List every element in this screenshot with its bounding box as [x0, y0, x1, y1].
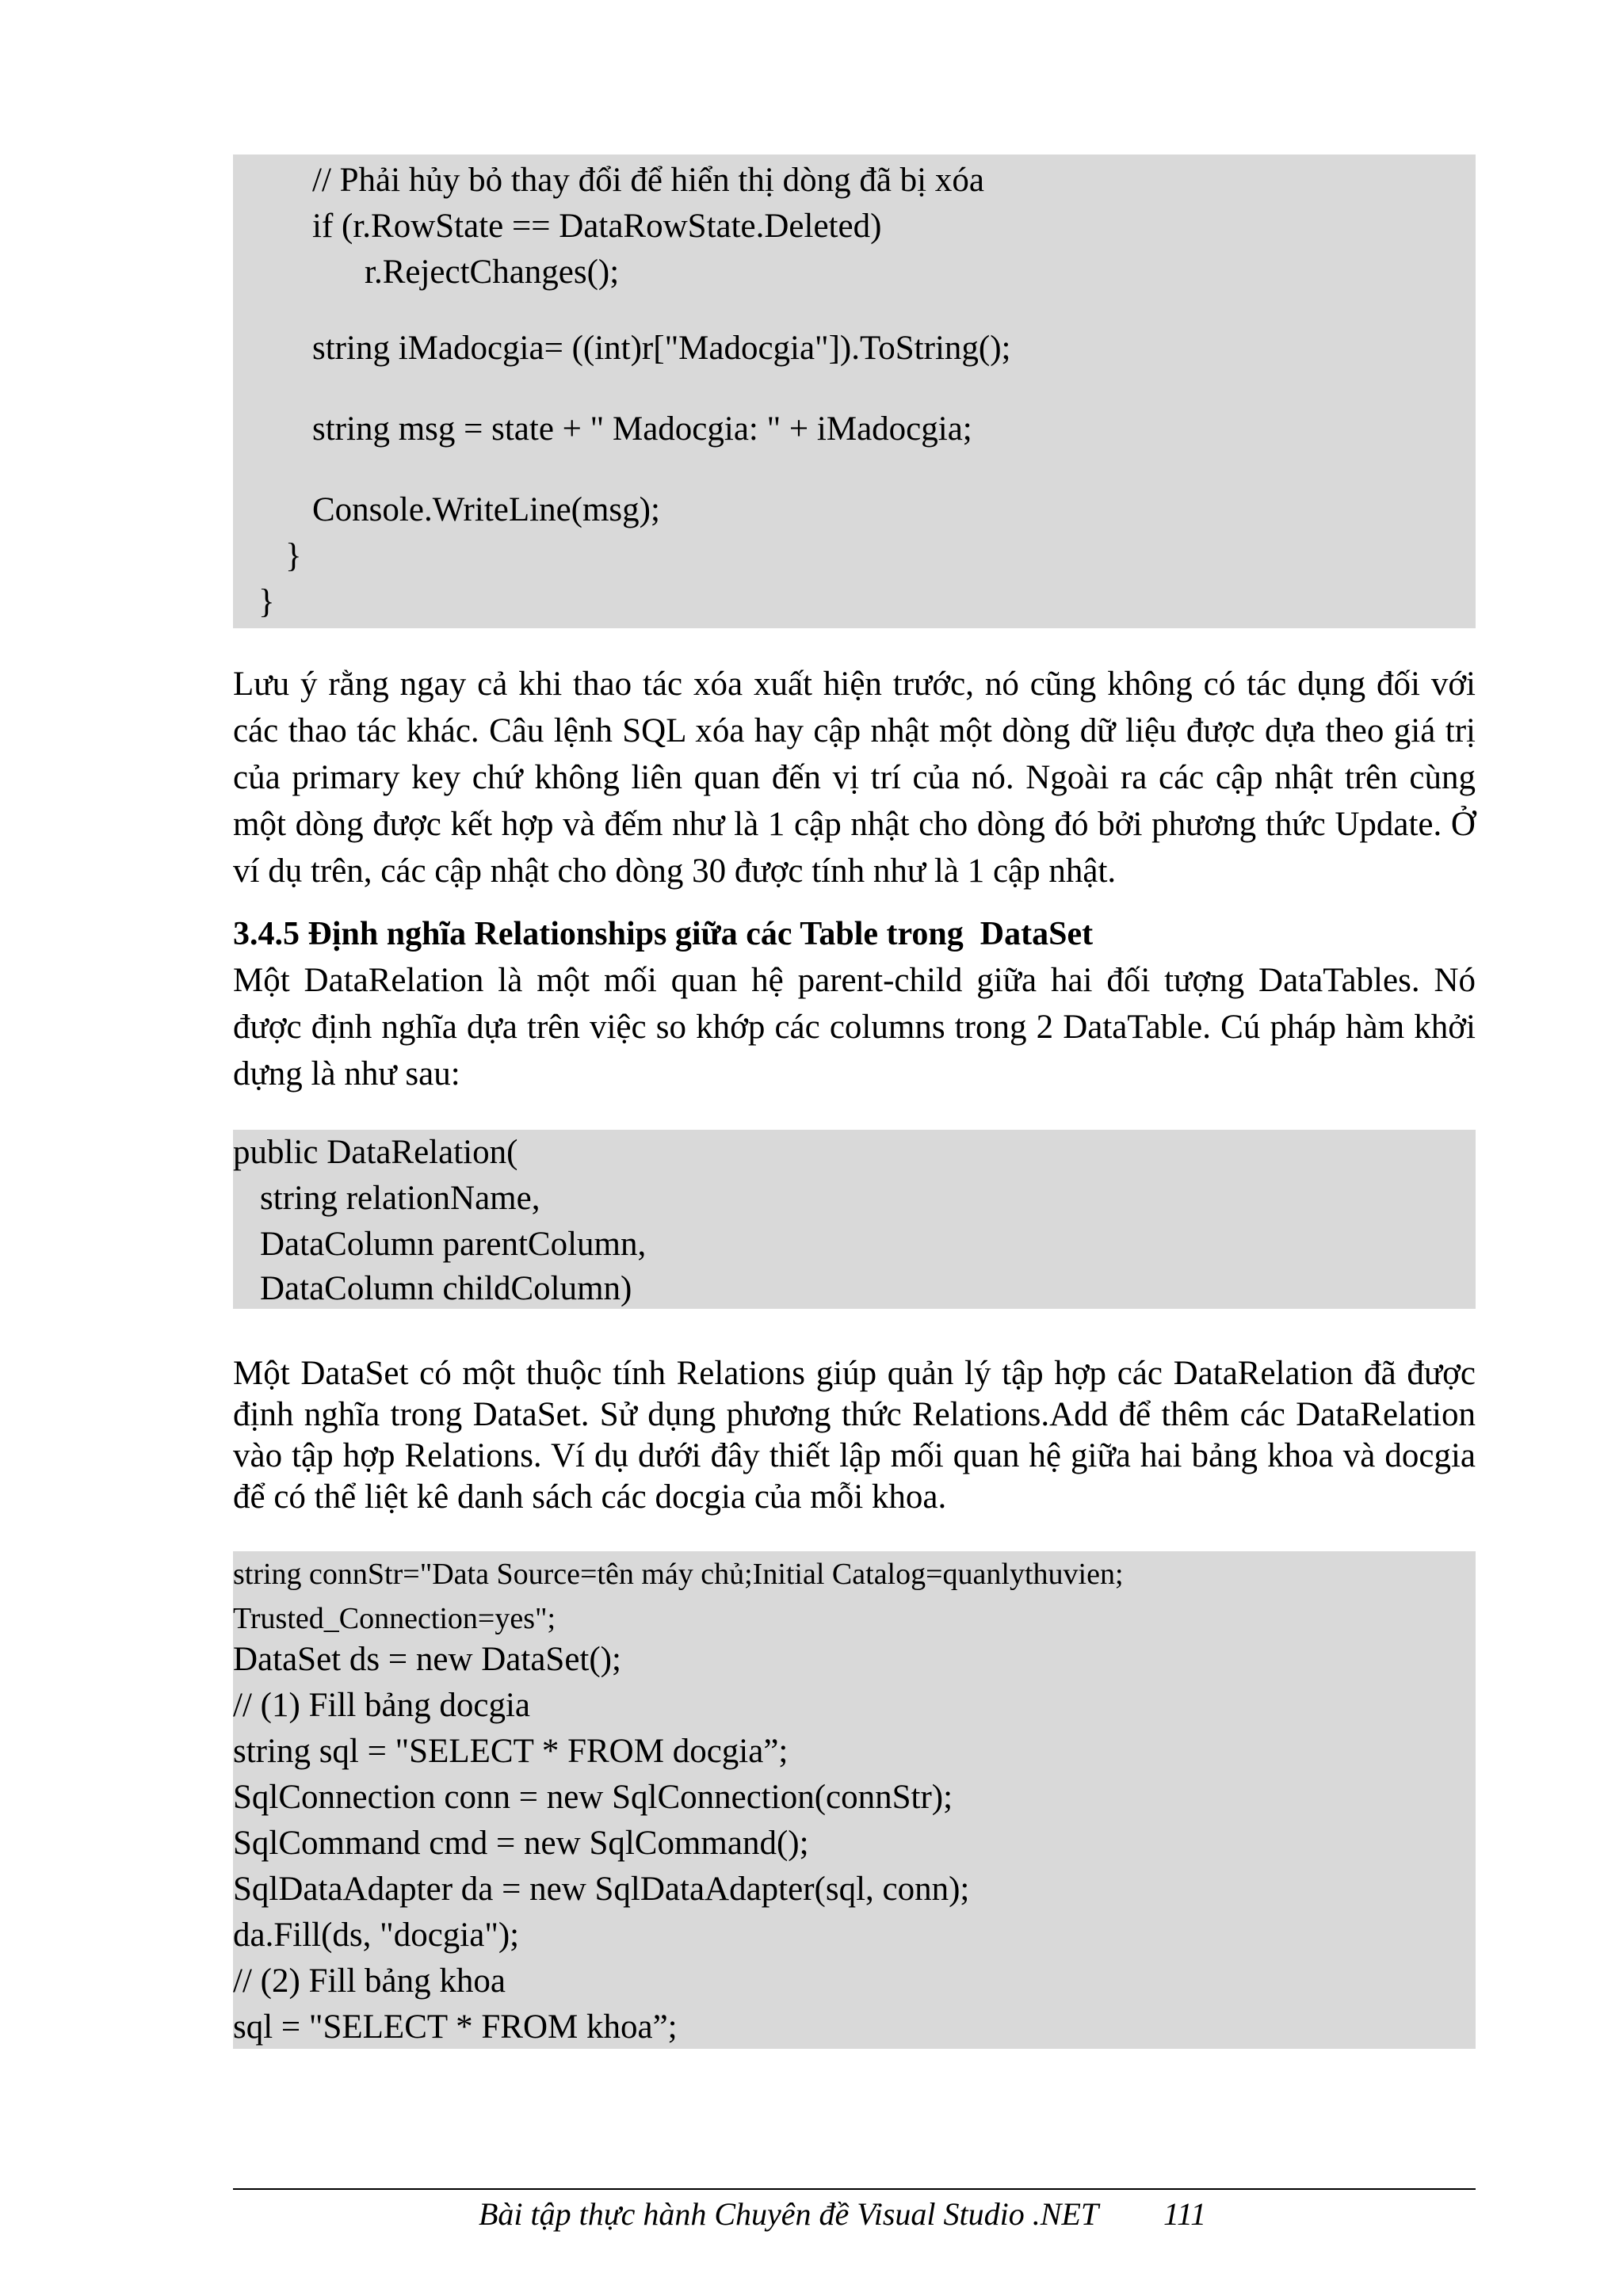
code-line: if (r.RowState == DataRowState.Deleted): [312, 208, 882, 245]
code-line: public DataRelation(: [233, 1134, 518, 1171]
code-line: string msg = state + " Madocgia: " + iMadocgia;: [312, 410, 972, 448]
page-number: 111: [1163, 2196, 1207, 2232]
section-heading: 3.4.5 Định nghĩa Relationships giữa các Table trong DataSet: [233, 916, 1094, 952]
code-line: DataColumn parentColumn,: [260, 1226, 647, 1263]
code-line: string relationName,: [260, 1180, 540, 1217]
code-line: // Phải hủy bỏ thay đổi để hiển thị dòng đã bị xóa: [312, 162, 984, 199]
code-line: Trusted_Connection=yes";: [233, 1602, 556, 1635]
body-paragraph-3: Một DataSet có một thuộc tính Relations giúp quản lý tập hợp các DataRelation đã được định nghĩa trong DataSet. Sử dụng phương thức Relations.Add để thêm các DataRelation vào tập hợp Relations. Ví dụ dưới đây thiết lập mối quan hệ giữa hai bảng khoa và docgia để có thể liệt kê danh sách các docgia của mỗi khoa.: [233, 1355, 1476, 1516]
body-paragraph-1: Lưu ý rằng ngay cả khi thao tác xóa xuất hiện trước, nó cũng không có tác dụng đối với các thao tác khác. Câu lệnh SQL xóa hay cập nhật một dòng dữ liệu được dựa theo giá trị của primary key chứ không liên quan đến vị trí của nó. Ngoài ra các cập nhật trên cùng một dòng được kết hợp và đếm như là 1 cập nhật cho dòng đó bởi phương thức Update. Ở ví dụ trên, các cập nhật cho dòng 30 được tính như là 1 cập nhật.: [233, 666, 1476, 890]
code-line: // (2) Fill bảng khoa: [233, 1962, 506, 2000]
footer-title: Bài tập thực hành Chuyên đề Visual Studio .NET: [479, 2196, 1099, 2232]
code-line: SqlDataAdapter da = new SqlDataAdapter(sql, conn);: [233, 1871, 970, 1908]
code-block-1: [233, 154, 1476, 628]
code-line: string iMadocgia= ((int)r["Madocgia"]).ToString();: [312, 330, 1011, 367]
code-line: sql = "SELECT * FROM khoa”;: [233, 2008, 678, 2046]
code-line: string sql = "SELECT * FROM docgia”;: [233, 1733, 789, 1770]
code-line: Console.WriteLine(msg);: [312, 491, 660, 528]
code-line: DataColumn childColumn): [260, 1270, 632, 1307]
footer-divider: [233, 2188, 1476, 2190]
code-line: DataSet ds = new DataSet();: [233, 1641, 621, 1678]
code-block-3: [233, 1551, 1476, 2049]
code-line: string connStr="Data Source=tên máy chủ;Initial Catalog=quanlythuvien;: [233, 1558, 1124, 1591]
code-line: SqlConnection conn = new SqlConnection(connStr);: [233, 1779, 953, 1816]
code-line: r.RejectChanges();: [365, 254, 620, 291]
code-line: }: [258, 583, 275, 620]
code-line: }: [285, 537, 302, 574]
code-block-2: [233, 1130, 1476, 1309]
code-line: SqlCommand cmd = new SqlCommand();: [233, 1825, 809, 1862]
code-line: // (1) Fill bảng docgia: [233, 1687, 530, 1724]
code-line: da.Fill(ds, "docgia");: [233, 1917, 520, 1954]
body-paragraph-2: Một DataRelation là một mối quan hệ parent-child giữa hai đối tượng DataTables. Nó được định nghĩa dựa trên việc so khớp các columns trong 2 DataTable. Cú pháp hàm khởi dựng là như sau:: [233, 962, 1476, 1093]
